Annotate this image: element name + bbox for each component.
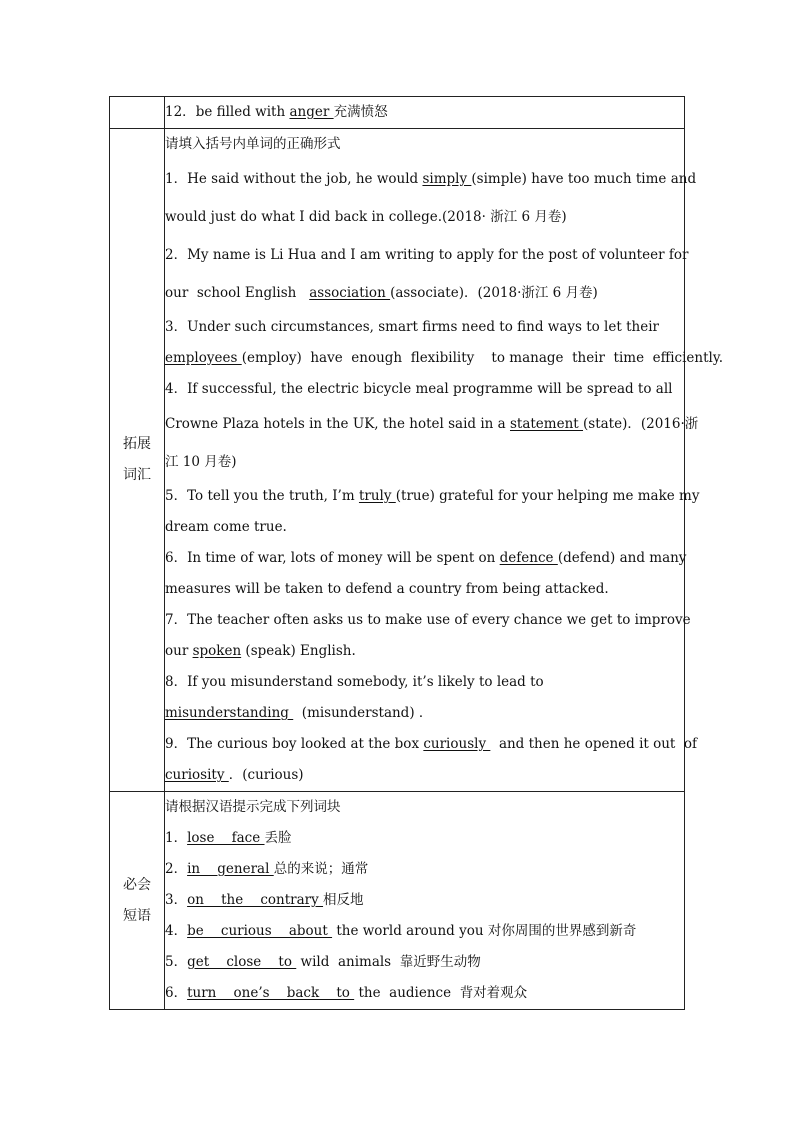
- label-line: 短语: [123, 907, 151, 924]
- answer-blank: lose face: [187, 830, 265, 846]
- sentence-text: He said without the job, he would: [187, 171, 423, 187]
- row-12: [165, 97, 685, 129]
- vocab-section: [165, 129, 723, 792]
- sentence-text: Under such circumstances, smart firms need to find ways to let their: [187, 319, 659, 335]
- answer-blank: employees: [165, 350, 242, 366]
- item-number: 12．: [165, 104, 196, 120]
- phrase-list: [165, 823, 684, 1009]
- label-line: 拓展: [123, 436, 151, 452]
- sentence-text: (defend) and many: [557, 550, 687, 566]
- item-6: [165, 543, 687, 605]
- sentence-text: If you misunderstand somebody, it’s likely to lead to: [187, 674, 544, 690]
- phrase-item: [165, 885, 684, 916]
- phrase-item: [165, 916, 684, 947]
- item-number: 4．: [165, 381, 188, 397]
- item-number: 2．: [165, 861, 188, 877]
- sentence-text: (misunderstand) ．: [293, 705, 433, 721]
- label-line: 词汇: [123, 467, 151, 483]
- answer-blank: misunderstanding: [165, 705, 294, 721]
- vocabulary-table: [109, 96, 723, 1010]
- chinese-meaning: 对你周围的世界感到新奇: [487, 923, 637, 939]
- item-2: [165, 236, 689, 312]
- phrase-item: [165, 854, 684, 885]
- item-number: 6．: [165, 550, 188, 566]
- answer-blank: association: [309, 285, 391, 301]
- item-number: 4．: [165, 923, 188, 939]
- item-4: [165, 374, 699, 481]
- sentence-text: (true) grateful for your helping me make my: [395, 488, 700, 504]
- item-number: 9．: [165, 736, 188, 752]
- answer-blank: in general: [187, 861, 274, 877]
- sentence-text: (associate)．(2018·浙江 6 月卷): [390, 285, 598, 301]
- item-number: 2．: [165, 247, 188, 263]
- chinese-meaning: 丢脸: [264, 830, 292, 846]
- chinese-meaning: 靠近野生动物: [399, 954, 481, 970]
- phrase-item: [165, 947, 684, 978]
- sentence-text: To tell you the truth, I’m: [187, 488, 359, 504]
- item-8: [165, 667, 684, 729]
- chinese-meaning: 背对着观众: [459, 985, 528, 1001]
- chinese-meaning: 相反地: [323, 892, 364, 908]
- section-label-vocab: [110, 129, 165, 792]
- sentence-text: (employ) have enough flexibility to manage their time efficiently.: [241, 350, 723, 366]
- sentence-text: Crowne Plaza hotels in the UK, the hotel said in a: [165, 416, 510, 432]
- answer-blank: anger: [289, 104, 334, 120]
- item-3: [165, 312, 723, 374]
- item-number: 3．: [165, 892, 188, 908]
- answer-blank: on the contrary: [187, 892, 324, 908]
- sentence-text: our: [165, 643, 193, 659]
- answer-blank: curiously: [423, 736, 491, 752]
- section-heading: 请根据汉语提示完成下列词块: [165, 799, 341, 815]
- answer-blank: turn one’s back to: [187, 985, 355, 1001]
- sentence-text: our school English: [165, 285, 310, 301]
- chinese-meaning: 充满愤怒: [333, 104, 388, 120]
- answer-blank: get close to: [187, 954, 297, 970]
- item-number: 5．: [165, 488, 188, 504]
- sentence-text: and then he opened it out of: [490, 736, 698, 752]
- item-number: 3．: [165, 319, 188, 335]
- phrase-text: the audience: [354, 985, 460, 1001]
- answer-blank: simply: [422, 171, 472, 187]
- empty-label-cell: [110, 97, 165, 129]
- sentence-text: (state)．(2016·浙: [583, 416, 699, 432]
- item-number: 5．: [165, 954, 188, 970]
- sentence-text: The teacher often asks us to make use of every chance we get to improve: [187, 612, 691, 628]
- section-heading: 请填入括号内单词的正确形式: [165, 136, 341, 152]
- sentence-text: dream come true.: [165, 519, 287, 535]
- phrase-item: [165, 978, 684, 1009]
- answer-blank: curiosity: [165, 767, 229, 783]
- item-number: 1．: [165, 171, 188, 187]
- item-7: [165, 605, 691, 667]
- answer-blank: statement: [509, 416, 584, 432]
- section-label-phrases: [110, 792, 165, 1010]
- item-1: [165, 160, 697, 236]
- item-9: [165, 729, 698, 791]
- item-number: 6．: [165, 985, 188, 1001]
- item-5: [165, 481, 700, 543]
- sentence-text: measures will be taken to defend a country from being attacked.: [165, 581, 609, 597]
- chinese-meaning: 总的来说；通常: [273, 861, 369, 877]
- phrase-text: the world around you: [332, 923, 488, 939]
- phrase-item: [165, 823, 684, 854]
- label-line: 必会: [123, 876, 151, 893]
- sentence-text: ．(curious): [228, 767, 304, 783]
- sentence-text: In time of war, lots of money will be spent on: [187, 550, 500, 566]
- answer-blank: spoken: [192, 643, 242, 659]
- sentence-text: If successful, the electric bicycle meal programme will be spread to all: [187, 381, 673, 397]
- sentence-text: 江 10 月卷): [165, 454, 237, 470]
- phrases-section: [165, 792, 685, 1010]
- sentence-text: (speak) English.: [241, 643, 356, 659]
- phrase-text: wild animals: [296, 954, 400, 970]
- answer-blank: truly: [358, 488, 396, 504]
- sentence-text: My name is Li Hua and I am writing to apply for the post of volunteer for: [187, 247, 689, 263]
- sentence-text: (simple) have too much time and: [471, 171, 697, 187]
- phrase-text: be filled with: [195, 104, 290, 120]
- sentence-text: would just do what I did back in college.(2018· 浙江 6 月卷): [165, 209, 567, 225]
- item-number: 1．: [165, 830, 188, 846]
- sentence-text: The curious boy looked at the box: [187, 736, 424, 752]
- answer-blank: defence: [499, 550, 558, 566]
- answer-blank: be curious about: [187, 923, 333, 939]
- item-number: 7．: [165, 612, 188, 628]
- item-number: 8．: [165, 674, 188, 690]
